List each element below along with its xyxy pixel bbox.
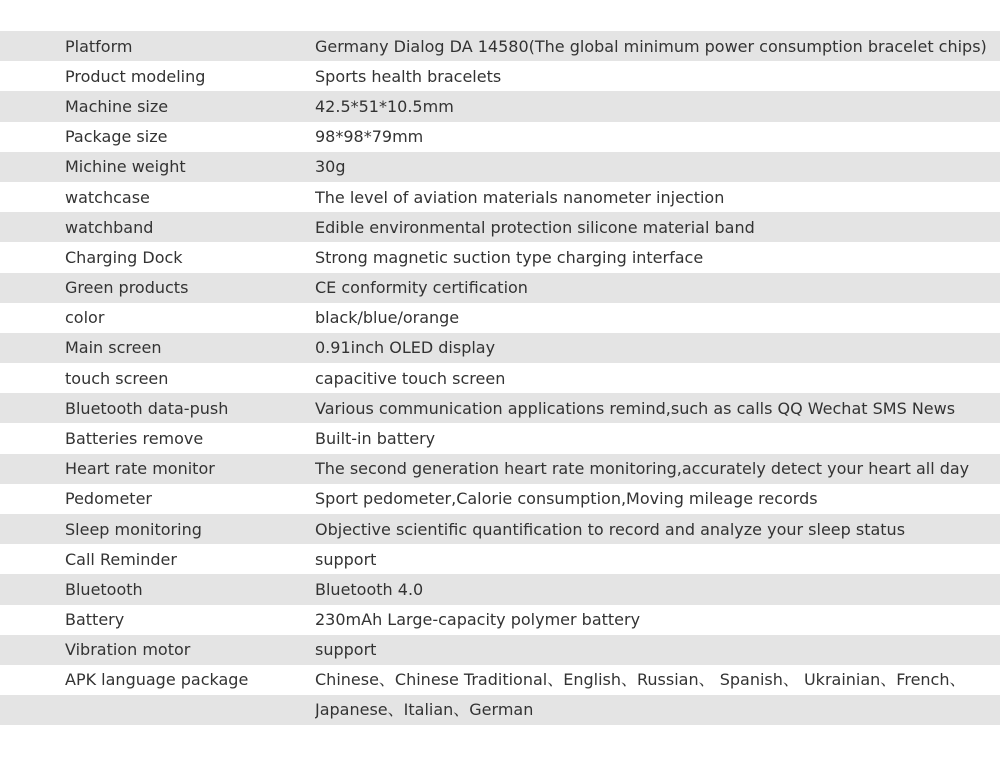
spec-row bbox=[0, 182, 1000, 212]
spec-value: Germany Dialog DA 14580(The global minimum power consumption bracelet chips) bbox=[315, 36, 987, 56]
spec-value-languages bbox=[315, 665, 1000, 725]
spec-row bbox=[0, 61, 1000, 91]
spec-value: 42.5*51*10.5mm bbox=[315, 96, 454, 116]
spec-value: support bbox=[315, 549, 377, 569]
spec-value: Strong magnetic suction type charging interface bbox=[315, 247, 704, 267]
spec-row bbox=[0, 605, 1000, 635]
spec-label: Battery bbox=[65, 610, 125, 630]
spec-row bbox=[0, 454, 1000, 484]
spec-value: 230mAh Large-capacity polymer battery bbox=[315, 610, 641, 630]
spec-row bbox=[0, 514, 1000, 544]
spec-value: black/blue/orange bbox=[315, 308, 460, 328]
spec-row bbox=[0, 574, 1000, 604]
spec-row bbox=[0, 333, 1000, 363]
spec-label: Vibration motor bbox=[65, 640, 191, 660]
spec-row bbox=[0, 393, 1000, 423]
spec-label: Call Reminder bbox=[65, 549, 177, 569]
spec-label: Platform bbox=[65, 36, 133, 56]
spec-label: color bbox=[65, 308, 105, 328]
spec-value: capacitive touch screen bbox=[315, 368, 506, 388]
spec-label: Product modeling bbox=[65, 66, 206, 86]
spec-label: Batteries remove bbox=[65, 429, 204, 449]
spec-row bbox=[0, 122, 1000, 152]
spec-row bbox=[0, 273, 1000, 303]
spec-label: APK language package bbox=[65, 669, 249, 689]
spec-value: Objective scientific quantification to record and analyze your sleep status bbox=[315, 519, 906, 539]
spec-label: Pedometer bbox=[65, 489, 152, 509]
spec-row bbox=[0, 635, 1000, 665]
spec-row bbox=[0, 152, 1000, 182]
spec-value: Various communication applications remind,such as calls QQ Wechat SMS News bbox=[315, 398, 956, 418]
spec-label: Bluetooth bbox=[65, 579, 143, 599]
spec-value: 30g bbox=[315, 157, 346, 177]
spec-value: Sports health bracelets bbox=[315, 66, 502, 86]
spec-value: The second generation heart rate monitoring,accurately detect your heart all day bbox=[315, 459, 970, 479]
spec-row bbox=[0, 242, 1000, 272]
spec-row bbox=[0, 423, 1000, 453]
spec-value: The level of aviation materials nanometer injection bbox=[315, 187, 725, 207]
language-list-line-2: Japanese、Italian、German bbox=[315, 700, 534, 720]
spec-value: Sport pedometer,Calorie consumption,Moving mileage records bbox=[315, 489, 818, 509]
spec-value: Bluetooth 4.0 bbox=[315, 579, 424, 599]
spec-value: 98*98*79mm bbox=[315, 127, 424, 147]
spec-value: Edible environmental protection silicone material band bbox=[315, 217, 755, 237]
spec-row bbox=[0, 544, 1000, 574]
spec-label: Sleep monitoring bbox=[65, 519, 202, 539]
spec-row bbox=[0, 484, 1000, 514]
spec-row bbox=[0, 303, 1000, 333]
spec-label: Package size bbox=[65, 127, 168, 147]
spec-row bbox=[0, 363, 1000, 393]
spec-label: Heart rate monitor bbox=[65, 459, 215, 479]
spec-row bbox=[0, 31, 1000, 61]
spec-label: watchband bbox=[65, 217, 154, 237]
spec-row-languages bbox=[0, 665, 1000, 725]
spec-row bbox=[0, 212, 1000, 242]
spec-value: support bbox=[315, 640, 377, 660]
spec-value: 0.91inch OLED display bbox=[315, 338, 496, 358]
language-list-line-1: Chinese、Chinese Traditional、English、Russian、 Spanish、 Ukrainian、French、 bbox=[315, 669, 966, 689]
spec-label: touch screen bbox=[65, 368, 169, 388]
spec-label: Main screen bbox=[65, 338, 162, 358]
spec-label: Bluetooth data-push bbox=[65, 398, 229, 418]
spec-label: Machine size bbox=[65, 96, 169, 116]
spec-value: Built-in battery bbox=[315, 429, 436, 449]
spec-label: Green products bbox=[65, 278, 189, 298]
spec-row bbox=[0, 91, 1000, 121]
spec-label: watchcase bbox=[65, 187, 150, 207]
spec-table bbox=[0, 31, 1000, 725]
spec-value: CE conformity certification bbox=[315, 278, 528, 298]
spec-label: Michine weight bbox=[65, 157, 186, 177]
spec-label: Charging Dock bbox=[65, 247, 183, 267]
